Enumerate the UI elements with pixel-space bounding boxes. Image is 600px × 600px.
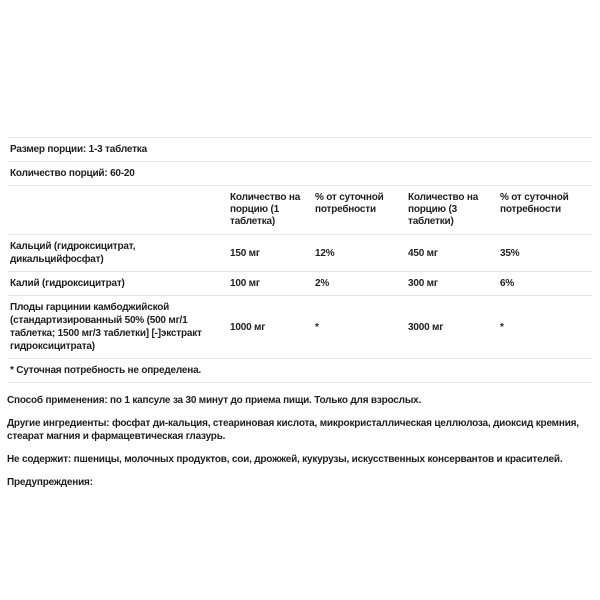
table-header-row: [8, 186, 592, 235]
amount-per-1-tablet: 100 мг: [230, 278, 260, 289]
label-notes: [0, 394, 600, 489]
ingredient-name: Калий (гидроксицитрат): [10, 278, 125, 289]
servings-per-container-row: [8, 162, 592, 186]
daily-value-3: 35%: [500, 247, 520, 259]
daily-value-footnote: * Суточная потребность не определена.: [10, 365, 202, 376]
serving-size-text: Размер порции: 1-3 таблетка: [10, 144, 147, 155]
serving-size-row: [8, 138, 592, 162]
header-amount-per-3-tablets: Количество на порцию (3 таблетки): [408, 192, 479, 227]
amount-per-1-tablet: 1000 мг: [230, 321, 266, 333]
amount-per-3-tablets: 3000 мг: [408, 321, 444, 333]
daily-value-3: *: [500, 321, 504, 333]
servings-per-container-text: Количество порций: 60-20: [10, 168, 135, 179]
amount-per-1-tablet: 150 мг: [230, 247, 260, 259]
other-ingredients-text: Другие ингредиенты: фосфат ди-кальция, стеариновая кислота, микрокристаллическая целлюлоза, диоксид кремния, стеарат магния и фармацевтическая глазурь.: [7, 418, 579, 442]
ingredient-name: Кальций (гидроксицитрат, дикальцийфосфат): [10, 241, 136, 265]
header-ingredient-column: [8, 186, 230, 235]
free-of-text: Не содержит: пшеницы, молочных продуктов, сои, дрожжей, кукурузы, искусственных консервантов и красителей.: [7, 454, 563, 465]
daily-value-1: 2%: [315, 278, 330, 289]
header-daily-value-3: % от суточной потребности: [500, 192, 569, 215]
daily-value-3: 6%: [500, 278, 515, 289]
table-row-potassium: [8, 272, 592, 296]
daily-value-1: *: [315, 321, 319, 333]
supplement-facts-table: [8, 137, 592, 383]
ingredient-name: Плоды гарцинии камбоджийской (стандартизированный 50% (500 мг/1 таблетка; 1500 мг/3 таблетки] [-]экстракт гидроксицитрата): [10, 302, 202, 352]
daily-value-1: 12%: [315, 247, 335, 259]
table-row-calcium: [8, 235, 592, 272]
warnings-heading: Предупреждения:: [7, 477, 93, 488]
table-row-garcinia: [8, 296, 592, 359]
header-daily-value-1: % от суточной потребности: [315, 192, 384, 215]
supplement-label-section: [0, 137, 600, 489]
header-amount-per-1-tablet: Количество на порцию (1 таблетка): [230, 192, 301, 227]
usage-instructions-text: Способ применения: по 1 капсуле за 30 минут до приема пищи. Только для взрослых.: [7, 395, 422, 406]
amount-per-3-tablets: 450 мг: [408, 247, 438, 259]
footnote-row: [8, 359, 592, 383]
amount-per-3-tablets: 300 мг: [408, 278, 438, 289]
